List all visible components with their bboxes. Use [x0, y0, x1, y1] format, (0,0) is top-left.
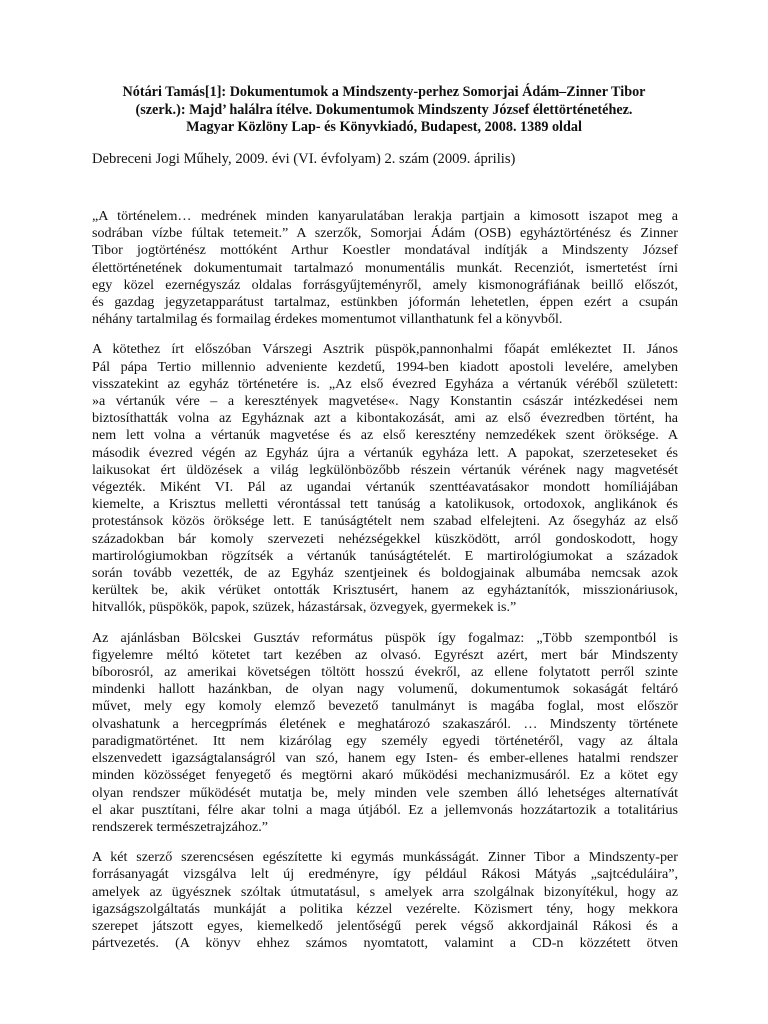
title-line: Nótári Tamás[1]: Dokumentumok a Mindszenty-perhez Somorjai Ádám–Zinner Tibor [122, 84, 646, 100]
text-line: el akar pusztítani, félre akar tolni a maga útjából. Ez a jellemvonás hozzátartozik a totalitárius [92, 801, 678, 818]
title-line: (szerk.): Majd’ halálra ítélve. Dokumentumok Mindszenty József élettörténetéhez. [135, 101, 633, 118]
text-line: rendszerek természetrajzához.” [92, 818, 269, 835]
text-line: szerepet játszott egyes, kiemelkedő jelentőségű perek végső akkordjainál Rákosi és a [92, 917, 678, 934]
source-citation: Debreceni Jogi Műhely, 2009. évi (VI. évfolyam) 2. szám (2009. április) [92, 151, 516, 167]
text-line: Tibor jogtörténész mottóként Arthur Koestler mondatával indítják a Mindszenty József [92, 242, 678, 259]
text-line: amelyek az ügyésznek szóltak útmutatásul, s amelyek arra szolgálnak bizonyítékul, hogy az [92, 883, 678, 900]
text-line: laikusokat ért üldözések a világ legkülönbözőbb részein vértanúk vérének nagy magvetését [92, 461, 678, 478]
document-title [96, 84, 672, 137]
text-line: A két szerző szerencsésen egészítette ki egymás munkásságát. Zinner Tibor a Mindszenty-per [92, 849, 678, 866]
text-line: kiemelte, a Krisztus melletti vérontással tett tanúság a katolikusok, ortodoxok, anglikánok és [92, 496, 678, 513]
text-line: A kötethez írt előszóban Várszegi Asztrik püspök,pannonhalmi főapát emlékeztet II. János [92, 341, 678, 358]
text-line: élettörténetének dokumentumait tartalmazó monumentális munkát. Recenziót, ismertetést írni [92, 259, 678, 276]
text-line: forrásanyagát vizsgálva lelt új eredményre, így például Rákosi Mátyás „sajtcéduláira”, [92, 866, 678, 883]
text-line: »a vértanúk vére – a keresztények magvetése«. Nagy Konstantin császár intézkedései nem [92, 393, 678, 410]
text-line: második évezred végén az Egyház újra a vértanúk egyháza lett. A papokat, szerzeteseket és [92, 444, 678, 461]
text-line: biztosíthatták volna az Egyháznak azt a kibontakozását, ami az első évezredben történt, ha [92, 410, 678, 427]
text-line: elszenvedett igazságtalanságról van szó, hanem egy Isten- és ember-ellenes hatalmi rendszer [92, 750, 678, 767]
text-line: olvashatunk a hercegprímás életének e meghatározó szakaszáról. … Mindszenty története [92, 715, 678, 732]
text-line: Az ajánlásban Bölcskei Gusztáv református püspök így fogalmaz: „Több szempontból is [92, 629, 678, 646]
article-body [92, 208, 678, 965]
text-line: néhány tartalmilag és formailag érdekes momentumot villanthatunk fel a könyvből. [92, 311, 563, 328]
text-line: hitvallók, püspökök, papok, szüzek, házastársak, özvegyek, gyermekek is.” [92, 599, 517, 616]
text-line: kerültek be, akik vérüket ontották Krisztusért, hanem az egyháztanítók, misszionáriusok, [92, 582, 678, 599]
text-line: bíborosról, az amerikai követségen töltött hosszú évekről, az ellene folytatott perről szinte [92, 664, 678, 681]
text-line: sodrában vízbe fúltak tetemeit.” A szerzők, Somorjai Ádám (OSB) egyháztörténész és Zinner [92, 225, 678, 242]
text-line: egy közel ezernégyszáz oldalas forrásgyűjteményről, amely kismonográfiának beillő előszót, [92, 276, 678, 293]
text-line: pártvezetés. (A könyv ehhez számos nyomtatott, valamint a CD-n közzétett ötven [92, 935, 678, 952]
text-line: művet, mely egy komoly elemző bevezető tanulmányt is magába foglal, most először [92, 698, 678, 715]
text-line: paradigmatörténet. Itt nem kizárólag egy személy egyedi történetéről, vagy az általa [92, 732, 678, 749]
text-line: protestánsok közös öröksége lett. E tanúságtételt nem szabad elfelejteni. Az ősegyház az első [92, 513, 678, 530]
paragraph [92, 630, 678, 836]
paragraph [92, 208, 678, 328]
text-line: „A történelem… medrének minden kanyarulatában lerakja partjain a kimosott iszapot meg a [92, 208, 678, 224]
text-line: igazságszolgáltatás munkáját a politika kézzel vezérelte. Közismert tény, hogy mekkora [92, 900, 678, 917]
text-line: századokban bár komoly szervezeti nehézségekkel küszködött, arról gondoskodott, hogy [92, 530, 678, 547]
text-line: minden közösséget fenyegető és megtörni akaró működési mechanizmusáról. Ez a kötet egy [92, 767, 678, 784]
text-line: figyelemre méltó kötetet tart kezében az olvasó. Egyrészt azért, mert bár Mindszenty [92, 646, 678, 663]
text-line: mindenki hallott hazánkban, de olyan nagy volumenű, dokumentumok sokaságát feltáró [92, 681, 678, 698]
text-line: során tovább vezették, de az Egyház szentjeinek és boldogjainak albumába nemcsak azok [92, 565, 678, 582]
text-line: martirológiumokban rögzítsék a vértanúk tanúságtételét. E martirológiumokat a századok [92, 547, 678, 564]
text-line: és gazdag jegyzetapparátust tartalmaz, estünkben jóformán lehetetlen, éppen ezért a csupán [92, 294, 678, 311]
text-line: nem lett volna a vértanúk magvetése és az első keresztény nemzedékek szent öröksége. A [92, 427, 678, 444]
text-line: visszatekint az egyház történetére is. „Az első évezred Egyháza a vértanúk véréből született: [92, 375, 678, 392]
title-line: Magyar Közlöny Lap- és Könyvkiadó, Budapest, 2008. 1389 oldal [186, 119, 582, 135]
text-line: olyan rendszer működését mutatja be, mely minden vele szemben álló lehetséges alternatívát [92, 784, 678, 801]
text-line: Pál pápa Tertio millennio adveniente kezdetű, 1994-ben kiadott apostoli levelére, amelyben [92, 358, 678, 375]
paragraph [92, 849, 678, 952]
paragraph [92, 341, 678, 616]
text-line: végezték. Miként VI. Pál az ugandai vértanúk szenttéavatásakor mondott homíliájában [92, 479, 678, 496]
